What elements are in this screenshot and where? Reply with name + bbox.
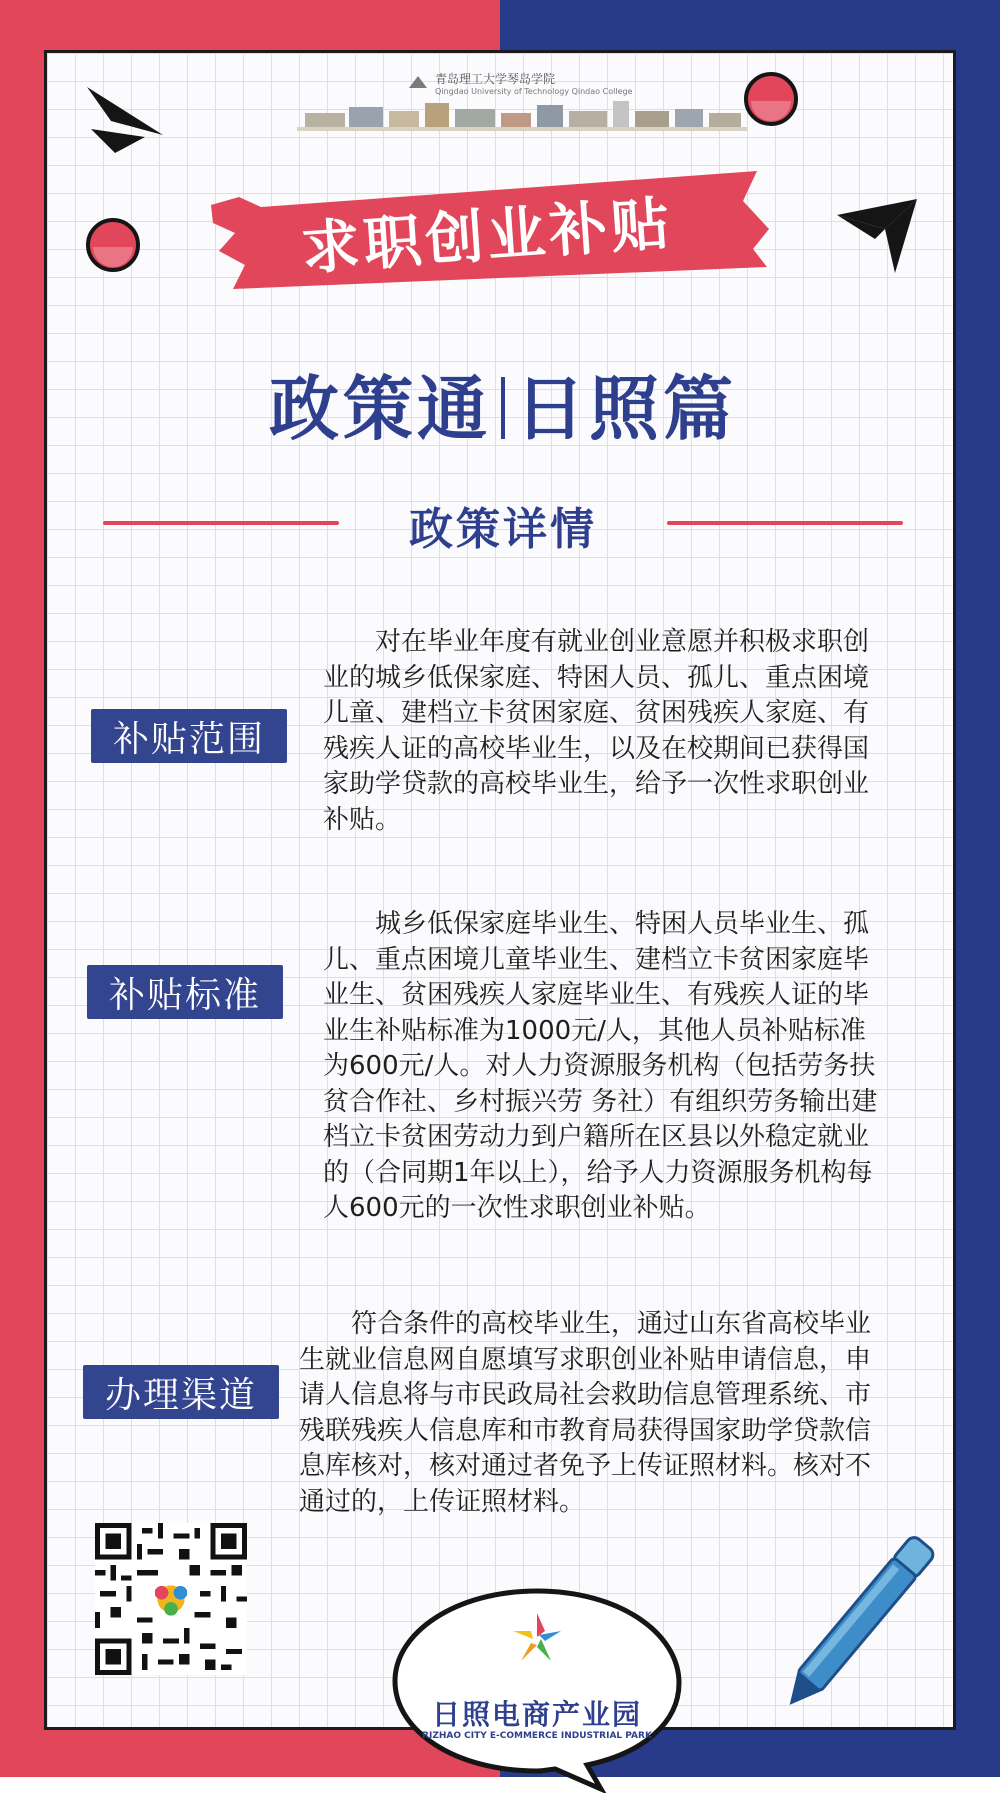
- text-line: 家助学贷款的高校毕业生，给予一次性求职创业: [323, 769, 870, 799]
- park-logo-icon: [507, 1607, 567, 1667]
- divider-line-right: [667, 521, 903, 525]
- label-subsidy-standard: 补贴标准: [87, 965, 283, 1019]
- headline-right: 日照篇: [515, 368, 737, 450]
- text-line: 业生、贫困残疾人家庭毕业生、有残疾人证的毕: [323, 980, 870, 1010]
- red-dot-icon: [743, 71, 799, 127]
- text-line: 的（合同期1年以上），给予人力资源服务机构每: [323, 1157, 873, 1188]
- text-line: 人600元的一次性求职创业补贴。: [323, 1193, 711, 1223]
- label-subsidy-scope: 补贴范围: [91, 709, 287, 763]
- paper-plane-icon: [835, 195, 919, 275]
- headline-divider: [501, 377, 505, 439]
- text-line: 贫合作社、乡村振兴劳 务社）有组织劳务输出建: [323, 1086, 878, 1117]
- text-application-channel: [299, 1307, 943, 1520]
- text-line: 生就业信息网自愿填写求职创业补贴申请信息，申: [299, 1344, 872, 1375]
- red-dot-icon: [85, 217, 141, 273]
- text-line: 业生补贴标准为1000元/人，其他人员补贴标准: [323, 1015, 866, 1046]
- text-line: 残联残疾人信息库和市教育局获得国家助学贷款信: [299, 1415, 872, 1446]
- text-line: 息库核对，核对通过者免予上传证照材料。核对不: [299, 1451, 872, 1481]
- poster-card: [44, 50, 956, 1741]
- park-name-cn: 日照电商产业园: [431, 1698, 642, 1731]
- text-line: 儿童、建档立卡贫困家庭、贫困残疾人家庭、有: [323, 698, 870, 728]
- text-subsidy-standard: [323, 907, 943, 1227]
- park-name-en: RIZHAO CITY E-COMMERCE INDUSTRIAL PARK: [422, 1731, 652, 1741]
- paper-plane-icon: [85, 79, 165, 155]
- text-subsidy-scope: [323, 625, 943, 838]
- text-line: 补贴。: [323, 804, 402, 835]
- text-line: 通过的，上传证照材料。: [299, 1486, 586, 1517]
- section-title: 政策详情: [409, 504, 597, 555]
- text-line: 业的城乡低保家庭、特困人员、孤儿、重点困境: [323, 662, 870, 693]
- headline: [47, 353, 959, 454]
- text-line: 为600元/人。对人力资源服务机构（包括劳务扶: [323, 1051, 876, 1081]
- text-line: 请人信息将与市民政局社会救助信息管理系统、市: [299, 1380, 872, 1410]
- text-line: 对在毕业年度有就业创业意愿并积极求职创: [375, 627, 870, 657]
- school-crest-icon: [407, 74, 429, 92]
- text-line: 城乡低保家庭毕业生、特困人员毕业生、孤: [375, 909, 870, 939]
- headline-left: 政策通: [269, 368, 491, 450]
- pen-icon: [767, 1523, 947, 1723]
- campus-illustration: [297, 99, 747, 133]
- text-line: 符合条件的高校毕业生，通过山东省高校毕业: [351, 1309, 872, 1339]
- text-line: 儿、重点困境儿童毕业生、建档立卡贫困家庭毕: [323, 944, 870, 975]
- text-line: 残疾人证的高校毕业生，以及在校期间已获得国: [323, 733, 870, 764]
- school-logo: [407, 65, 647, 101]
- qr-code-icon[interactable]: [95, 1523, 247, 1675]
- text-line: 档立卡贫困劳动力到户籍所在区县以外稳定就业: [323, 1122, 870, 1152]
- school-name-en: Qingdao University of Technology Qindao College: [435, 87, 633, 96]
- label-application-channel: 办理渠道: [83, 1365, 279, 1419]
- banner-title: 求职创业补贴: [299, 189, 676, 283]
- school-name-cn: 青岛理工大学琴岛学院: [435, 72, 556, 86]
